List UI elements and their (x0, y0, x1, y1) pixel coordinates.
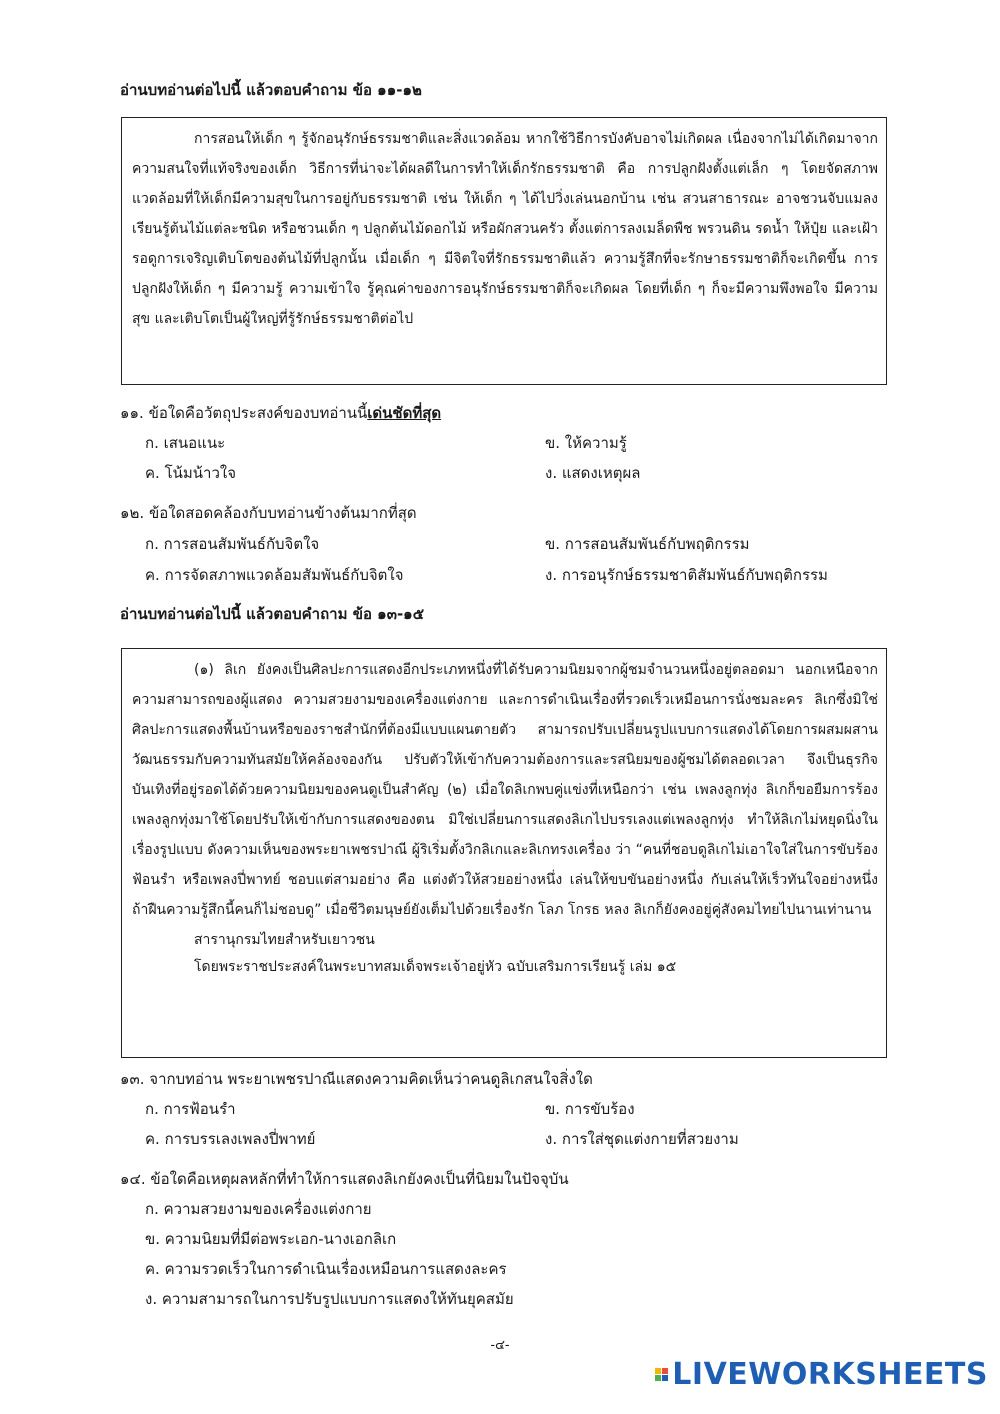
question-stem-text: ๑๑. ข้อใดคือวัตถุประสงค์ของบทอ่านนี้ (120, 404, 368, 422)
question-13-stem: ๑๓. จากบทอ่าน พระยาเพชรปาณีแสดงความคิดเห็นว่าคนดูลิเกสนใจสิ่งใด (120, 1070, 593, 1088)
section-heading-11-12: อ่านบทอ่านต่อไปนี้ แล้วตอบคำถาม ข้อ ๑๑-๑๒ (120, 81, 422, 99)
q12-option-b[interactable]: ข. การสอนสัมพันธ์กับพฤติกรรม (545, 535, 750, 553)
q11-option-d[interactable]: ง. แสดงเหตุผล (545, 464, 641, 482)
q14-option-c[interactable]: ค. ความรวดเร็วในการดำเนินเรื่องเหมือนการแสดงละคร (145, 1260, 507, 1278)
q14-option-a[interactable]: ก. ความสวยงามของเครื่องแต่งกาย (145, 1200, 372, 1218)
passage-text: (๑) ลิเก ยังคงเป็นศิลปะการแสดงอีกประเภทหนึ่งที่ได้รับความนิยมจากผู้ชมจำนวนหนึ่งอยู่ตลอดมา นอกเหนือจากความสามารถของผู้แสดง ความสวยงามของเครื่องแต่งกาย และการดำเนินเรื่องที่รวดเร็วเหมือนการนั่งชมละคร ลิเกซึ่งมิใช่ศิลปะการแสดงพื้นบ้านหรือของราชสำนักที่ต้องมีแบบแผนตายตัว สามารถปรับเปลี่ยนรูปแบบการแสดงได้โดยการผสมผสานวัฒนธรรมกับความทันสมัยให้คล้องจองกัน ปรับตัวให้เข้ากับความต้องการและรสนิยมของผู้ชมได้ตลอดเวลา จึงเป็นธุรกิจบันเทิงที่อยู่รอดได้ด้วยความนิยมของคนดูเป็นสำคัญ (๒) เมื่อใดลิเกพบคู่แข่งที่เหนือกว่า เช่น เพลงลูกทุ่ง ลิเกก็ขอยืมการร้องเพลงลูกทุ่งมาใช้โดยปรับให้เข้ากับการแสดงของตน มิใช่เปลี่ยนการแสดงลิเกไปบรรเลงแต่เพลงลูกทุ่ง ทำให้ลิเกไม่หยุดนิ่งในเรื่องรูปแบบ ดังความเห็นของพระยาเพชรปาณี ผู้ริเริ่มตั้งวิกลิเกและลิเกทรงเครื่อง ว่า “คนที่ชอบดูลิเกไม่เอาใจใส่ในการขับร้อง ฟ้อนรำ หรือเพลงปี่พาทย์ ชอบแต่สามอย่าง คือ แต่งตัวให้สวยอย่างหนึ่ง เล่นให้ขบขันอย่างหนึ่ง กับเล่นให้เร็วทันใจอย่างหนึ่ง ถ้าฝืนความรู้สึกนี้คนก็ไม่ชอบดู” เมื่อชีวิตมนุษย์ยังเต็มไปด้วยเรื่องรัก โลภ โกรธ หลง ลิเกก็ยังคงอยู่คู่สังคมไทยไปนานเท่านาน (132, 662, 878, 918)
question-emphasis: เด่นชัดที่สุด (367, 404, 442, 422)
reading-passage-1 (121, 117, 887, 385)
q11-option-a[interactable]: ก. เสนอแนะ (145, 434, 226, 452)
q11-option-c[interactable]: ค. โน้มน้าวใจ (145, 464, 236, 482)
q11-option-b[interactable]: ข. ให้ความรู้ (545, 434, 627, 452)
q13-option-b[interactable]: ข. การขับร้อง (545, 1100, 635, 1118)
section-heading-13-15: อ่านบทอ่านต่อไปนี้ แล้วตอบคำถาม ข้อ ๑๓-๑๕ (120, 605, 425, 623)
liveworksheets-logo[interactable] (655, 1357, 988, 1392)
passage-text: การสอนให้เด็ก ๆ รู้จักอนุรักษ์ธรรมชาติและสิ่งแวดล้อม หากใช้วิธีการบังคับอาจไม่เกิดผล เนื่องจากไม่ได้เกิดมาจากความสนใจที่แท้จริงของเด็ก วิธีการที่น่าจะได้ผลดีในการทำให้เด็กรักธรรมชาติ คือ การปลูกฝังตั้งแต่เล็ก ๆ โดยจัดสภาพแวดล้อมที่ให้เด็กมีความสุขในการอยู่กับธรรมชาติ เช่น ให้เด็ก ๆ ได้ไปวิ่งเล่นนอกบ้าน เช่น สวนสาธารณะ อาจชวนจับแมลง เรียนรู้ต้นไม้แต่ละชนิด หรือชวนเด็ก ๆ ปลูกต้นไม้ดอกไม้ หรือผักสวนครัว ตั้งแต่การลงเมล็ดพืช พรวนดิน รดน้ำ ให้ปุ๋ย และเฝ้ารอดูการเจริญเติบโตของต้นไม้ที่ปลูกนั้น เมื่อเด็ก ๆ มีจิตใจที่รักธรรมชาติแล้ว ความรู้สึกที่จะรักษาธรรมชาติก็จะเกิดขึ้น การปลูกฝังให้เด็ก ๆ มีความรู้ ความเข้าใจ รู้คุณค่าของการอนุรักษ์ธรรมชาติก็จะเกิดผล โดยที่เด็ก ๆ ก็จะมีความพึงพอใจ มีความสุข และเติบโตเป็นผู้ใหญ่ที่รู้รักษ์ธรรมชาติต่อไป (132, 131, 878, 327)
question-12-stem: ๑๒. ข้อใดสอดคล้องกับบทอ่านข้างต้นมากที่สุด (120, 504, 417, 522)
source-line-2: โดยพระราชประสงค์ในพระบาทสมเด็จพระเจ้าอยู่หัว ฉบับเสริมการเรียนรู้ เล่ม ๑๕ (194, 959, 677, 975)
q13-option-a[interactable]: ก. การฟ้อนรำ (145, 1100, 236, 1118)
q13-option-c[interactable]: ค. การบรรเลงเพลงปี่พาทย์ (145, 1130, 316, 1148)
question-14-stem: ๑๔. ข้อใดคือเหตุผลหลักที่ทำให้การแสดงลิเกยังคงเป็นที่นิยมในปัจจุบัน (120, 1170, 569, 1188)
reading-passage-2 (121, 648, 887, 1058)
q13-option-d[interactable]: ง. การใส่ชุดแต่งกายที่สวยงาม (545, 1130, 739, 1148)
q12-option-c[interactable]: ค. การจัดสภาพแวดล้อมสัมพันธ์กับจิตใจ (145, 566, 404, 584)
q14-option-d[interactable]: ง. ความสามารถในการปรับรูปแบบการแสดงให้ทันยุคสมัย (145, 1290, 514, 1308)
question-11-stem (120, 398, 441, 428)
q12-option-a[interactable]: ก. การสอนสัมพันธ์กับจิตใจ (145, 535, 320, 553)
logo-squares-icon (655, 1368, 668, 1381)
brand-name: LIVEWORKSHEETS (672, 1357, 988, 1392)
q14-option-b[interactable]: ข. ความนิยมที่มีต่อพระเอก-นางเอกลิเก (145, 1230, 397, 1248)
q12-option-d[interactable]: ง. การอนุรักษ์ธรรมชาติสัมพันธ์กับพฤติกรรม (545, 566, 828, 584)
source-line-1: สารานุกรมไทยสำหรับเยาวชน (194, 932, 375, 948)
page-number: -๔- (490, 1338, 510, 1353)
